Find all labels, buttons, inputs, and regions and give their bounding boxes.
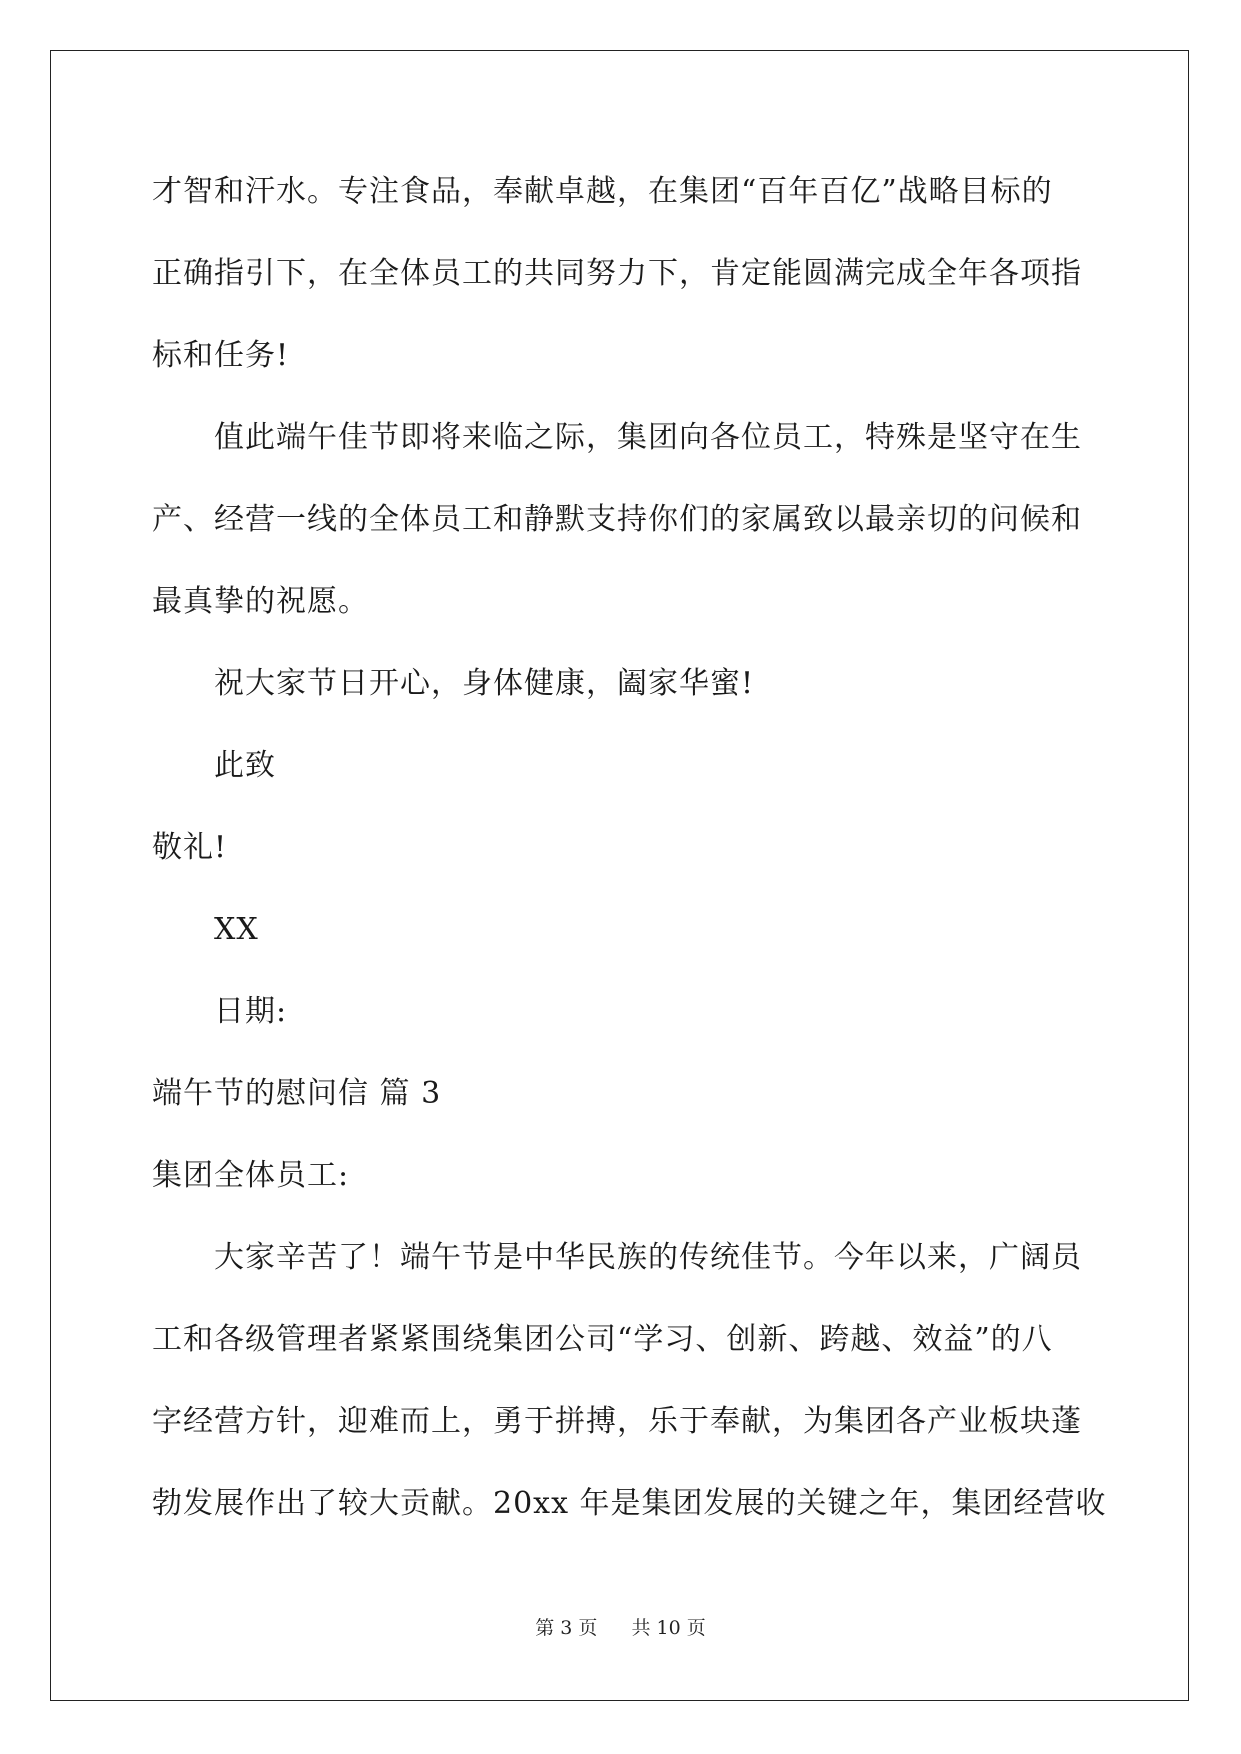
page-number: 第 3 页 xyxy=(535,1617,598,1639)
page-footer xyxy=(0,1616,1241,1640)
text-line: 日期: xyxy=(214,994,288,1029)
text-line: 才智和汗水。专注食品，奉献卓越，在集团“百年百亿”战略目标的 xyxy=(152,174,1053,209)
text-line: 产、经营一线的全体员工和静默支持你们的家属致以最亲切的问候和 xyxy=(152,502,1082,537)
text-line: 正确指引下，在全体员工的共同努力下，肯定能圆满完成全年各项指 xyxy=(152,256,1082,291)
text-line: 标和任务! xyxy=(152,338,290,373)
text-line: 工和各级管理者紧紧围绕集团公司“学习、创新、跨越、效益”的八 xyxy=(152,1322,1053,1357)
text-line: XX xyxy=(214,912,259,947)
text-line: 值此端午佳节即将来临之际，集团向各位员工，特殊是坚守在生 xyxy=(214,420,1082,455)
text-line: 勃发展作出了较大贡献。20xx 年是集团发展的关键之年，集团经营收 xyxy=(152,1486,1107,1521)
salutation: 集团全体员工: xyxy=(152,1158,350,1193)
text-line: 此致 xyxy=(214,748,276,783)
text-line: 大家辛苦了！端午节是中华民族的传统佳节。今年以来，广阔员 xyxy=(214,1240,1082,1275)
text-line: 最真挚的祝愿。 xyxy=(152,584,369,619)
page-total: 共 10 页 xyxy=(631,1617,706,1639)
section-heading: 端午节的慰问信 篇 3 xyxy=(152,1076,442,1111)
page-border xyxy=(50,50,1189,1701)
text-line: 字经营方针，迎难而上，勇于拼搏，乐于奉献，为集团各产业板块蓬 xyxy=(152,1404,1082,1439)
text-line: 敬礼! xyxy=(152,830,228,865)
text-line: 祝大家节日开心，身体健康，阖家华蜜! xyxy=(214,666,755,701)
